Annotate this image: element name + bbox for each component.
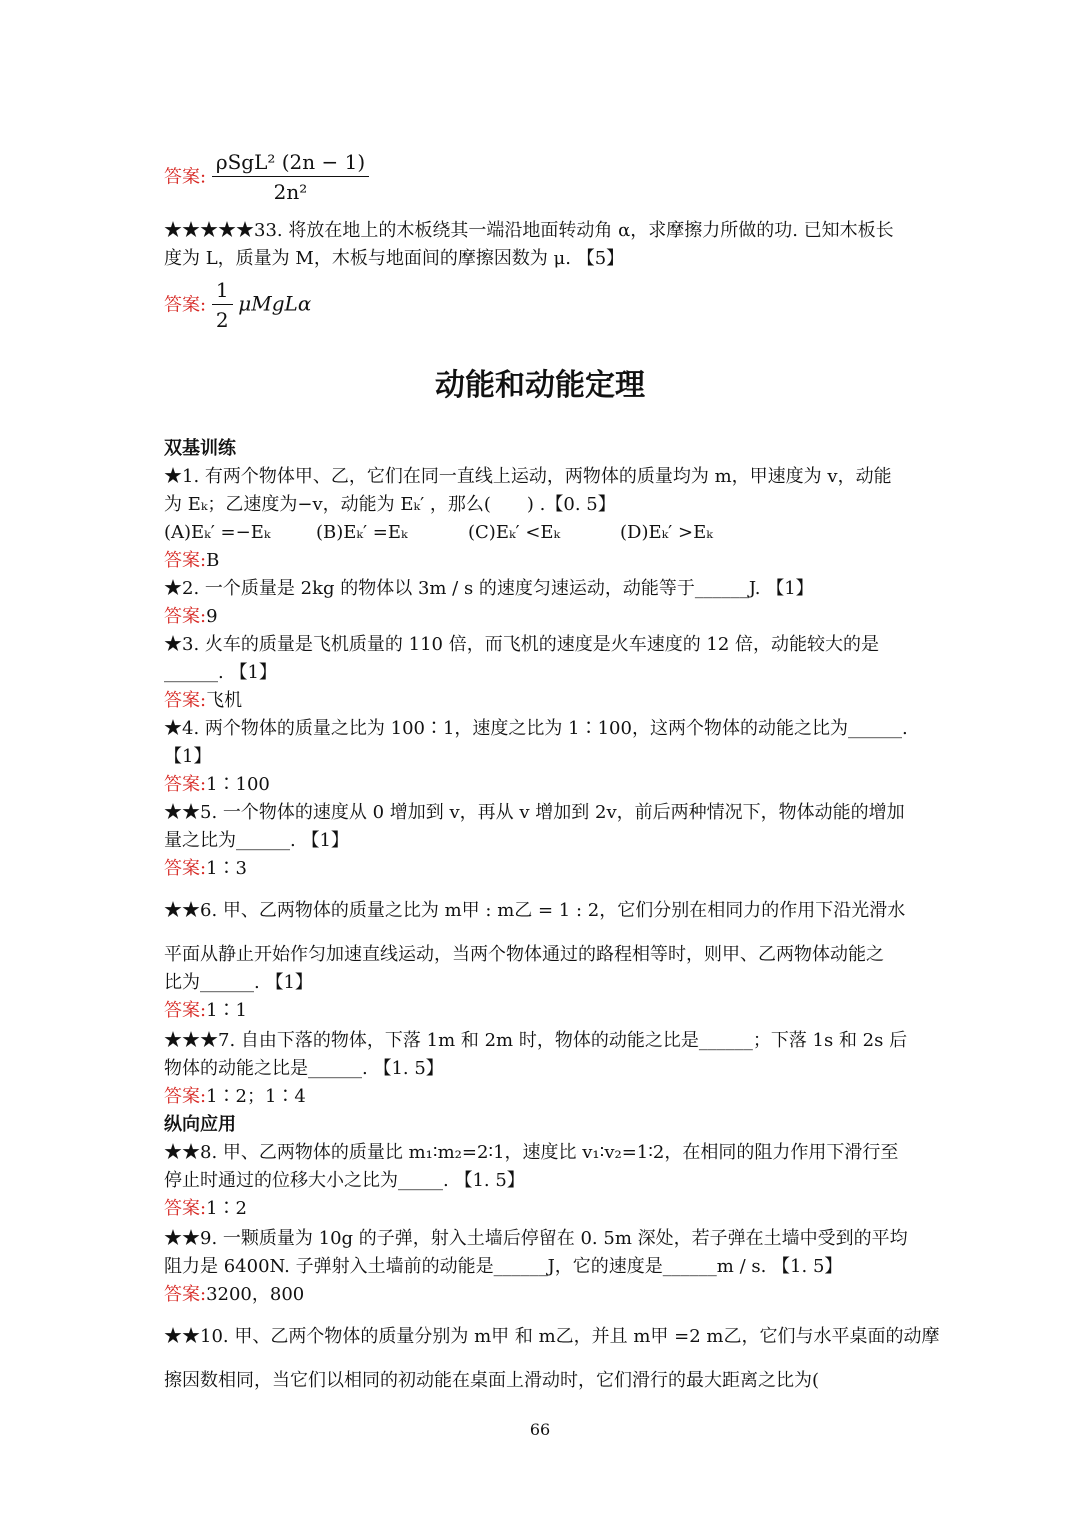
- answer-value: 3200，800: [206, 1284, 305, 1305]
- question-1-line-1: ★1. 有两个物体甲、乙，它们在同一直线上运动，两物体的质量均为 m，甲速度为 v，动能: [164, 466, 892, 487]
- question-8-line-1: ★★8. 甲、乙两物体的质量比 m₁∶m₂=2∶1，速度比 v₁∶v₂=1∶2，在相同的阻力作用下滑行至: [164, 1142, 899, 1163]
- answer-1: 答案:B: [164, 550, 220, 571]
- answer-value: B: [206, 550, 220, 571]
- answer-value: 9: [206, 606, 218, 627]
- answer-label: 答案:: [164, 166, 207, 188]
- question-3-line-2: ______. 【1】: [164, 662, 277, 683]
- question-5-line-2: 量之比为______. 【1】: [164, 830, 349, 851]
- subsection-heading: 纵向应用: [164, 1114, 236, 1135]
- question-7-line-2: 物体的动能之比是______. 【1. 5】: [164, 1058, 444, 1079]
- answer-6: 答案:1∶1: [164, 1000, 247, 1021]
- fraction-numerator: 1: [212, 276, 233, 305]
- answer-label: 答案:: [164, 294, 207, 316]
- question-1-options: [164, 520, 924, 546]
- question-1-line-2: 为 Eₖ；乙速度为−v，动能为 Eₖ′ ，那么( ) .【0. 5】: [164, 494, 616, 515]
- question-4-line-1: ★4. 两个物体的质量之比为 100∶1，速度之比为 1∶100，这两个物体的动能之比为______.: [164, 718, 908, 739]
- answer-value: 1∶2；1∶4: [206, 1086, 306, 1107]
- question-9-line-2: 阻力是 6400N. 子弹射入土墙前的动能是______J，它的速度是______m / s. 【1. 5】: [164, 1256, 843, 1277]
- question-3-line-1: ★3. 火车的质量是飞机质量的 110 倍，而飞机的速度是火车速度的 12 倍，动能较大的是: [164, 634, 880, 655]
- question-33-line-2: 度为 L，质量为 M，木板与地面间的摩擦因数为 μ. 【5】: [164, 248, 625, 269]
- answer-7: 答案:1∶2；1∶4: [164, 1086, 306, 1107]
- fraction-denominator: 2n²: [273, 180, 308, 204]
- answer-expression: μMgLα: [238, 291, 312, 316]
- question-10-line-1: ★★10. 甲、乙两个物体的质量分别为 m甲 和 m乙，并且 m甲 =2 m乙，它们与水平桌面的动摩: [164, 1326, 940, 1347]
- question-6-line-1: ★★6. 甲、乙两物体的质量之比为 m甲 : m乙 = 1 : 2，它们分别在相同力的作用下沿光滑水: [164, 900, 906, 921]
- answer-32: [164, 148, 924, 207]
- option-c: (C)Eₖ′ <Eₖ: [468, 522, 561, 543]
- fraction-numerator: ρSgL² (2n − 1): [212, 148, 369, 177]
- question-9-line-1: ★★9. 一颗质量为 10g 的子弹，射入土墙后停留在 0. 5m 深处，若子弹在土墙中受到的平均: [164, 1228, 908, 1249]
- question-2: ★2. 一个质量是 2kg 的物体以 3m / s 的速度匀速运动，动能等于______J. 【1】: [164, 578, 814, 599]
- answer-value: 1∶1: [206, 1000, 247, 1021]
- answer-33: [164, 276, 924, 335]
- answer-value: 1∶100: [206, 774, 270, 795]
- page-number: 66: [529, 1420, 551, 1439]
- question-7-line-1: ★★★7. 自由下落的物体，下落 1m 和 2m 时，物体的动能之比是______；下落 1s 和 2s 后: [164, 1030, 908, 1051]
- option-b: (B)Eₖ′ =Eₖ: [316, 522, 408, 543]
- subsection-heading: 双基训练: [164, 438, 236, 459]
- answer-value: 1∶3: [206, 858, 247, 879]
- question-4-line-2: 【1】: [164, 746, 212, 767]
- answer-fraction: [212, 276, 233, 335]
- answer-5: 答案:1∶3: [164, 858, 247, 879]
- question-6-line-3: 比为______. 【1】: [164, 972, 313, 993]
- option-d: (D)Eₖ′ >Eₖ: [620, 522, 713, 543]
- question-10-line-2: 擦因数相同，当它们以相同的初动能在桌面上滑动时，它们滑行的最大距离之比为(: [164, 1370, 820, 1391]
- answer-4: 答案:1∶100: [164, 774, 270, 795]
- question-8-line-2: 停止时通过的位移大小之比为_____. 【1. 5】: [164, 1170, 525, 1191]
- section-title: 动能和动能定理: [435, 368, 645, 403]
- question-6-line-2: 平面从静止开始作匀加速直线运动，当两个物体通过的路程相等时，则甲、乙两物体动能之: [164, 944, 884, 965]
- answer-3: 答案:飞机: [164, 690, 243, 711]
- answer-9: 答案:3200，800: [164, 1284, 305, 1305]
- answer-8: 答案:1∶2: [164, 1198, 247, 1219]
- answer-2: 答案:9: [164, 606, 218, 627]
- option-a: (A)Eₖ′ =−Eₖ: [164, 522, 271, 543]
- answer-value: 1∶2: [206, 1198, 247, 1219]
- question-5-line-1: ★★5. 一个物体的速度从 0 增加到 v，再从 v 增加到 2v，前后两种情况下，物体动能的增加: [164, 802, 905, 823]
- answer-value: 飞机: [206, 690, 243, 711]
- question-33-line-1: ★★★★★33. 将放在地上的木板绕其一端沿地面转动角 α，求摩擦力所做的功. 已知木板长: [164, 220, 894, 241]
- fraction-denominator: 2: [215, 308, 229, 332]
- answer-fraction: [212, 148, 369, 207]
